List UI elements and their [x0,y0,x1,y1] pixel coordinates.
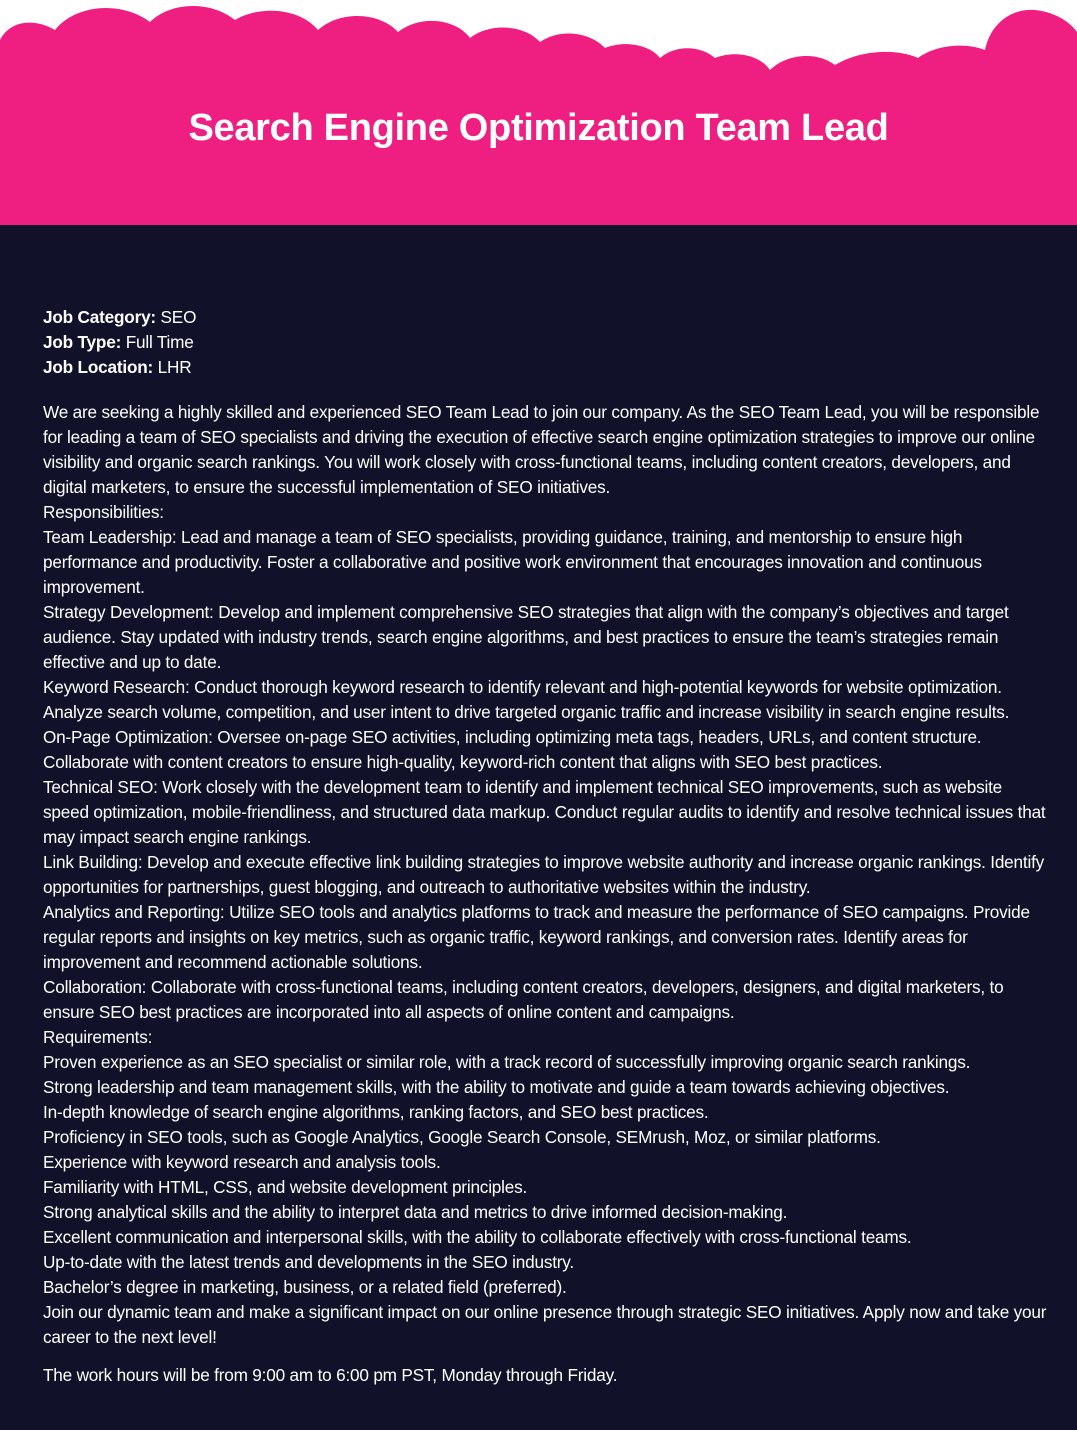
job-location-label: Job Location: [43,357,154,377]
responsibility-item: Strategy Development: Develop and implement comprehensive SEO strategies that align with the company’s objectives and target audience. Stay updated with industry trends, search engine algorithms, and best practices to ensure the team’s strategies remain effective and up to date. [43,602,1009,672]
job-type-value: Full Time [125,332,194,352]
requirement-item: Proficiency in SEO tools, such as Google Analytics, Google Search Console, SEMrush, Moz, or similar platforms. [43,1127,881,1147]
responsibility-item: Link Building: Develop and execute effective link building strategies to improve website authority and increase organic rankings. Identify opportunities for partnerships, guest blogging, and outreach to authoritative websites within the industry. [43,852,1045,897]
requirement-item: Experience with keyword research and analysis tools. [43,1152,441,1172]
job-category-line [43,305,1048,330]
job-description [43,400,1048,1350]
requirement-item: Bachelor’s degree in marketing, business, or a related field (preferred). [43,1277,567,1297]
responsibility-item: Technical SEO: Work closely with the development team to identify and implement technical SEO improvements, such as website speed optimization, mobile-friendliness, and structured data markup. Conduct regular audits to identify and resolve technical issues that may impact search engine rankings. [43,777,1046,847]
job-category-label: Job Category: [43,307,156,327]
work-hours: The work hours will be from 9:00 am to 6:00 pm PST, Monday through Friday. [43,1365,618,1385]
responsibility-item: On-Page Optimization: Oversee on-page SEO activities, including optimizing meta tags, headers, URLs, and content structure. Collaborate with content creators to ensure high-quality, keyword-rich content that aligns with SEO best practices. [43,727,982,772]
job-posting-content [43,305,1048,1388]
page-title: Search Engine Optimization Team Lead [188,107,889,149]
closing-paragraph: Join our dynamic team and make a significant impact on our online presence through strategic SEO initiatives. Apply now and take your career to the next level! [43,1302,1047,1347]
job-category-value: SEO [160,307,197,327]
requirement-item: In-depth knowledge of search engine algorithms, ranking factors, and SEO best practices. [43,1102,709,1122]
responsibility-item: Team Leadership: Lead and manage a team of SEO specialists, providing guidance, training, and mentorship to ensure high performance and productivity. Foster a collaborative and positive work environment that encourages innovation and continuous improvement. [43,527,982,597]
requirement-item: Excellent communication and interpersonal skills, with the ability to collaborate effectively with cross-functional teams. [43,1227,912,1247]
hero-banner [0,0,1077,225]
requirement-item: Proven experience as an SEO specialist or similar role, with a track record of successfully improving organic search rankings. [43,1052,971,1072]
responsibility-item: Keyword Research: Conduct thorough keyword research to identify relevant and high-potential keywords for website optimization. Analyze search volume, competition, and user intent to drive targeted organic traffic and increase visibility in search engine results. [43,677,1010,722]
requirements-heading: Requirements: [43,1027,153,1047]
responsibility-item: Collaboration: Collaborate with cross-functional teams, including content creators, developers, designers, and digital marketers, to ensure SEO best practices are incorporated into all aspects of online content and campaigns. [43,977,1004,1022]
requirement-item: Strong analytical skills and the ability to interpret data and metrics to drive informed decision-making. [43,1202,788,1222]
requirement-item: Familiarity with HTML, CSS, and website development principles. [43,1177,528,1197]
job-location-value: LHR [157,357,192,377]
job-type-label: Job Type: [43,332,122,352]
intro-paragraph: We are seeking a highly skilled and experienced SEO Team Lead to join our company. As the SEO Team Lead, you will be responsible for leading a team of SEO specialists and driving the execution of effective search engine optimization strategies to improve our online visibility and organic search rankings. You will work closely with cross-functional teams, including content creators, developers, and digital marketers, to ensure the successful implementation of SEO initiatives. [43,402,1040,497]
job-type-line [43,330,1048,355]
responsibilities-heading: Responsibilities: [43,502,164,522]
responsibility-item: Analytics and Reporting: Utilize SEO tools and analytics platforms to track and measure the performance of SEO campaigns. Provide regular reports and insights on key metrics, such as organic traffic, keyword rankings, and conversion rates. Identify areas for improvement and recommend actionable solutions. [43,902,1030,972]
job-location-line [43,355,1048,380]
requirement-item: Strong leadership and team management skills, with the ability to motivate and guide a team towards achieving objectives. [43,1077,950,1097]
requirement-item: Up-to-date with the latest trends and developments in the SEO industry. [43,1252,574,1272]
